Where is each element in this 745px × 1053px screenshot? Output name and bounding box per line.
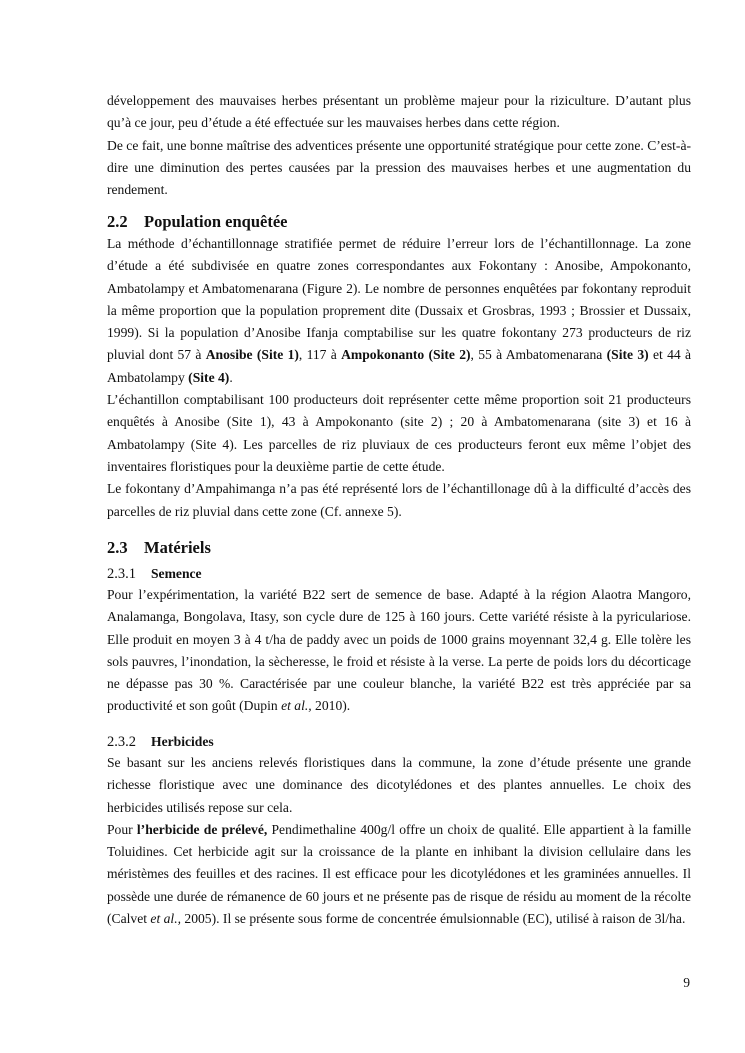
section-2-2-paragraph-3: Le fokontany d’Ampahimanga n’a pas été représenté lors de l’échantillonage dû à la difficulté d’accès des parcelles de riz pluvial dans cette zone (Cf. annexe 5).: [107, 481, 691, 519]
section-2-3-number: 2.3: [107, 538, 128, 557]
paragraph-text: .: [229, 369, 233, 385]
section-2-3-title: Matériels: [144, 538, 211, 557]
section-2-2-number: 2.2: [107, 212, 128, 231]
paragraph-text: et 44 à Ambatolampy: [107, 347, 691, 385]
site-3-label: (Site 3): [606, 347, 649, 363]
section-2-3-1: [107, 564, 691, 718]
section-2-2-paragraph-1: [107, 233, 691, 389]
section-2-3-1-number: 2.3.1: [107, 566, 136, 582]
section-2-3-1-heading: [107, 564, 691, 584]
herbicide-term: l’herbicide de prélevé,: [136, 821, 268, 837]
intro-paragraph-2: De ce fait, une bonne maîtrise des adventices présente une opportunité stratégique pour cette zone. C’est-à-dire une diminution des pertes causées par la pression des mauvaises herbes et une augmentation du rendement.: [107, 137, 691, 198]
paragraph-text: Pendimethaline 400g/l offre un choix de qualité. Elle appartient à la famille Toluidines. Cet herbicide agit sur la croissance de la plante en inhibant la division cellulaire dans les méristèmes des feuilles et des racines. Il est efficace pour les dicotylédones et les graminées annuelles. Il possède une durée de rémanence de 60 jours et ne présente pas de risque de résidu au moment de la récolte (Calvet: [107, 821, 691, 927]
section-2-3-1-title: Semence: [151, 566, 202, 581]
section-2-3-1-paragraph-1: [107, 584, 691, 718]
section-2-3-2-title: Herbicides: [151, 734, 214, 749]
paragraph-text: Pour: [107, 821, 137, 837]
intro-paragraph-1: développement des mauvaises herbes présentant un problème majeur pour la riziculture. D’autant plus qu’à ce jour, peu d’étude a été effectuée sur les mauvaises herbes dans cette région.: [107, 93, 691, 131]
intro-block: [107, 90, 691, 201]
section-2-3-heading: [107, 537, 691, 559]
section-2-3-2: [107, 732, 691, 930]
paragraph-text: , 117 à: [298, 347, 342, 363]
section-2-2-paragraph-2: L’échantillon comptabilisant 100 producteurs doit représenter cette même proportion soit 21 producteurs enquêtés à Anosibe (Site 1), 43 à Ampokonanto (site 2) ; 20 à Ambatomenarana (site 3) et 16 à Ambatolampy (Site 4). Les parcelles de riz pluviaux de ces producteurs feront eux même l’objet des inventaires floristiques pour la deuxième partie de cette étude.: [107, 392, 691, 474]
site-2-label: Ampokonanto (Site 2): [341, 347, 471, 363]
section-2-2: [107, 211, 691, 523]
paragraph-text: 2005). Il se présente sous forme de concentrée émulsionnable (EC), utilisé à raison de 3l/ha.: [181, 911, 686, 927]
section-2-3-2-paragraph-1: Se basant sur les anciens relevés floristiques dans la commune, la zone d’étude présente une grande richesse floristique avec une dominance des dicotylédones et des plantes annuelles. Le choix des herbicides utilisés repose sur cela.: [107, 755, 691, 815]
citation-italic: et al.,: [150, 911, 182, 927]
paragraph-text: 2010).: [311, 698, 351, 714]
page-number: 9: [683, 975, 690, 990]
paragraph-text: Pour l’expérimentation, la variété B22 sert de semence de base. Adapté à la région Alaotra Mangoro, Analamanga, Bongolava, Itasy, son cycle dure de 125 à 160 jours. Cette variété résiste à la pyriculariose. Elle produit en moyen 3 à 4 t/ha de paddy avec un poids de 1000 grains moyennant 32,4 g. Elle tolère les sols pauvres, l’inondation, la sècheresse, le froid et résiste à la verse. La perte de poids lors du décorticage ne dépasse pas 30 %. Caractérisée par une couleur blanche, la variété B22 est très appréciée par sa productivité et son goût (Dupin: [107, 587, 691, 714]
paragraph-text: , 55 à Ambatomenarana: [470, 347, 607, 363]
section-2-3: [107, 537, 691, 559]
site-1-label: Anosibe (Site 1): [205, 347, 299, 363]
section-2-3-2-heading: [107, 732, 691, 752]
section-2-3-2-number: 2.3.2: [107, 734, 136, 750]
site-4-label: (Site 4): [188, 369, 230, 385]
section-2-3-2-paragraph-2: [107, 819, 691, 930]
section-2-2-title: Population enquêtée: [144, 212, 288, 231]
citation-italic: et al.,: [281, 698, 312, 714]
paragraph-text: La méthode d’échantillonnage stratifiée permet de réduire l’erreur lors de l’échantillonnage. La zone d’étude a été subdivisée en quatre zones correspondantes aux Fokontany : Anosibe, Ampokonanto, Ambatolampy et Ambatomenarana (Figure 2). Le nombre de personnes enquêtées par fokontany reproduit la même proportion que la population proprement dite (Dussaix et Grosbras, 1993 ; Brossier et Dussaix, 1999). Si la population d’Anosibe Ifanja comptabilise sur les quatre fokontany 273 producteurs de riz pluvial dont 57 à: [107, 236, 691, 363]
section-2-2-heading: [107, 211, 691, 233]
